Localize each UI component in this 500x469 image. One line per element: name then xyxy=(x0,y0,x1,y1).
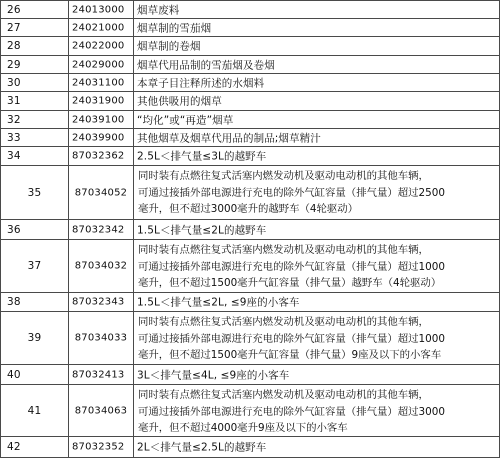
description-line: 可通过接插外部电源进行充电的除外气缸容量（排气量）超过2500 xyxy=(138,186,445,199)
cell-row-number[interactable] xyxy=(0,220,68,240)
cell-tariff-code[interactable] xyxy=(68,220,133,240)
description-line: 烟草制的雪茄烟 xyxy=(137,22,212,34)
table-row xyxy=(0,74,500,92)
description-text xyxy=(137,57,496,72)
tariff-code-text: 24031100 xyxy=(72,77,125,88)
tariff-code-text: 24039900 xyxy=(72,132,125,143)
row-number-text: 26 xyxy=(7,3,21,16)
description-line: “均化”或“再造”烟草 xyxy=(137,114,234,126)
cell-row-number[interactable] xyxy=(0,293,68,312)
description-line: 可通过接插外部电源进行充电的除外气缸容量（排气量）超过3000 xyxy=(138,405,445,418)
cell-row-number[interactable] xyxy=(0,437,68,458)
cell-description[interactable] xyxy=(133,74,500,92)
tariff-code-text: 87032343 xyxy=(72,296,125,308)
tariff-code-text: 87032413 xyxy=(72,369,125,380)
tariff-code-text: 24039100 xyxy=(72,114,125,125)
cell-tariff-code[interactable] xyxy=(68,111,133,129)
row-number-text: 37 xyxy=(27,260,42,272)
tariff-code-text: 87034052 xyxy=(74,187,128,198)
table-row xyxy=(0,56,500,74)
table-row xyxy=(0,240,500,293)
tariff-code-text: 87034032 xyxy=(74,260,128,272)
description-text xyxy=(137,94,496,109)
tariff-code-text: 24021000 xyxy=(72,22,125,33)
cell-row-number[interactable] xyxy=(0,147,68,166)
table-row xyxy=(0,111,500,129)
description-text xyxy=(138,242,497,292)
description-text xyxy=(137,130,496,145)
description-line: 其他供吸用的烟草 xyxy=(137,95,222,108)
description-line: 2.5L＜排气量≤3L的越野车 xyxy=(137,150,267,163)
tariff-code-text: 87032352 xyxy=(72,441,125,453)
description-line: 本章子目注释所述的水烟料 xyxy=(137,77,265,89)
table-row xyxy=(0,19,500,37)
cell-description[interactable] xyxy=(133,220,500,240)
description-line: 其他烟草及烟草代用品的制品;烟草精汁 xyxy=(137,132,321,144)
cell-description[interactable] xyxy=(133,240,500,293)
description-line: 同时装有点燃往复式活塞内燃发动机及驱动电动机的其他车辆， xyxy=(138,170,429,182)
cell-description[interactable] xyxy=(133,365,500,385)
description-line: 同时装有点燃往复式活塞内燃发动机及驱动电动机的其他车辆， xyxy=(138,316,429,328)
description-line: 烟草制的卷烟 xyxy=(137,40,201,53)
table-row xyxy=(0,166,500,220)
row-number-text: 41 xyxy=(27,404,42,417)
tariff-code-text: 87032362 xyxy=(72,150,125,162)
cell-row-number[interactable] xyxy=(0,240,68,293)
cell-row-number[interactable] xyxy=(0,1,68,19)
cell-tariff-code[interactable] xyxy=(68,240,133,293)
description-text xyxy=(137,2,496,17)
cell-row-number[interactable] xyxy=(0,312,68,365)
cell-tariff-code[interactable] xyxy=(68,37,133,56)
cell-tariff-code[interactable] xyxy=(68,147,133,166)
row-number-text: 36 xyxy=(7,223,21,236)
description-text xyxy=(138,168,497,218)
cell-description[interactable] xyxy=(133,92,500,111)
cell-description[interactable] xyxy=(133,111,500,129)
description-line: 同时装有点燃往复式活塞内燃发动机及驱动电动机的其他车辆， xyxy=(138,389,429,401)
cell-tariff-code[interactable] xyxy=(68,92,133,111)
cell-description[interactable] xyxy=(133,1,500,19)
cell-tariff-code[interactable] xyxy=(68,1,133,19)
table-row xyxy=(0,92,500,111)
cell-description[interactable] xyxy=(133,147,500,166)
cell-description[interactable] xyxy=(133,19,500,37)
cell-tariff-code[interactable] xyxy=(68,385,133,437)
cell-tariff-code[interactable] xyxy=(68,293,133,312)
row-number-text: 39 xyxy=(27,332,42,344)
row-number-text: 35 xyxy=(27,186,42,199)
description-line: 毫升，但不超过3000毫升的越野车（4轮驱动） xyxy=(138,203,359,216)
row-number-text: 28 xyxy=(7,40,21,52)
cell-description[interactable] xyxy=(133,56,500,74)
row-number-text: 34 xyxy=(7,150,21,162)
cell-tariff-code[interactable] xyxy=(68,437,133,458)
cell-tariff-code[interactable] xyxy=(68,365,133,385)
tariff-code-text: 24029000 xyxy=(72,59,125,70)
table-row xyxy=(0,147,500,166)
cell-row-number[interactable] xyxy=(0,129,68,147)
description-text xyxy=(138,314,497,364)
row-number-text: 29 xyxy=(7,58,21,71)
cell-row-number[interactable] xyxy=(0,92,68,111)
row-number-text: 38 xyxy=(7,296,21,308)
cell-description[interactable] xyxy=(133,293,500,312)
cell-tariff-code[interactable] xyxy=(68,74,133,92)
cell-tariff-code[interactable] xyxy=(68,56,133,74)
cell-row-number[interactable] xyxy=(0,19,68,37)
description-text xyxy=(137,149,496,164)
cell-description[interactable] xyxy=(133,385,500,437)
description-line: 烟草废料 xyxy=(137,4,180,16)
table-row xyxy=(0,220,500,240)
description-line: 烟草代用品制的雪茄烟及卷烟 xyxy=(137,59,275,71)
description-text xyxy=(137,20,496,35)
row-number-text: 27 xyxy=(7,21,21,34)
cell-row-number[interactable] xyxy=(0,37,68,56)
row-number-text: 31 xyxy=(7,95,21,107)
cell-tariff-code[interactable] xyxy=(68,19,133,37)
cell-row-number[interactable] xyxy=(0,365,68,385)
row-number-text: 40 xyxy=(7,368,21,381)
table-row xyxy=(0,129,500,147)
row-number-text: 42 xyxy=(7,441,21,453)
table-row xyxy=(0,385,500,437)
cell-row-number[interactable] xyxy=(0,166,68,220)
tariff-code-text: 24022000 xyxy=(72,40,125,52)
description-text xyxy=(137,112,496,127)
tariff-code-text: 87032342 xyxy=(72,224,125,235)
table-row xyxy=(0,437,500,458)
row-number-text: 33 xyxy=(7,131,21,144)
cell-row-number[interactable] xyxy=(0,74,68,92)
description-line: 可通过接插外部电源进行充电的除外气缸容量（排气量）超过1000 xyxy=(138,332,445,345)
table-row xyxy=(0,37,500,56)
description-line: 毫升，但不超过1500毫升气缸容量（排气量）9座及以下的小客车 xyxy=(138,349,442,362)
tariff-code-text: 87034063 xyxy=(74,405,128,416)
table-row xyxy=(0,293,500,312)
cell-description[interactable] xyxy=(133,37,500,56)
table-row xyxy=(0,312,500,365)
table-row xyxy=(0,365,500,385)
description-text xyxy=(137,39,496,54)
table-row xyxy=(0,1,500,19)
cell-row-number[interactable] xyxy=(0,111,68,129)
cell-description[interactable] xyxy=(133,166,500,220)
cell-description[interactable] xyxy=(133,312,500,365)
cell-tariff-code[interactable] xyxy=(68,129,133,147)
description-line: 毫升，但不超过4000毫升9座及以下的小客车 xyxy=(138,422,348,435)
cell-tariff-code[interactable] xyxy=(68,166,133,220)
cell-description[interactable] xyxy=(133,437,500,458)
cell-row-number[interactable] xyxy=(0,56,68,74)
description-line: 1.5L＜排气量≤2L, ≤9座的小客车 xyxy=(137,296,300,309)
description-text xyxy=(138,387,497,437)
tariff-code-text: 24013000 xyxy=(72,4,125,15)
cell-description[interactable] xyxy=(133,129,500,147)
description-text xyxy=(137,75,496,90)
description-text xyxy=(137,367,496,382)
description-text xyxy=(137,440,496,455)
description-text xyxy=(137,295,496,310)
description-line: 3L＜排气量≤4L, ≤9座的小客车 xyxy=(137,369,290,381)
description-text xyxy=(137,222,496,237)
description-line: 可通过接插外部电源进行充电的除外气缸容量（排气量）超过1000 xyxy=(138,260,445,273)
cell-row-number[interactable] xyxy=(0,385,68,437)
row-number-text: 30 xyxy=(7,76,21,89)
row-number-text: 32 xyxy=(7,113,21,126)
tariff-code-text: 24031900 xyxy=(72,95,125,107)
description-line: 同时装有点燃往复式活塞内燃发动机及驱动电动机的其他车辆， xyxy=(138,244,429,256)
description-line: 1.5L＜排气量≤2L的越野车 xyxy=(137,224,267,236)
tariff-code-text: 87034033 xyxy=(74,332,128,344)
description-line: 毫升，但不超过1500毫升气缸容量（排气量）越野车（4轮驱动） xyxy=(138,277,442,290)
description-line: 2L＜排气量≤2.5L的越野车 xyxy=(137,441,267,454)
cell-tariff-code[interactable] xyxy=(68,312,133,365)
